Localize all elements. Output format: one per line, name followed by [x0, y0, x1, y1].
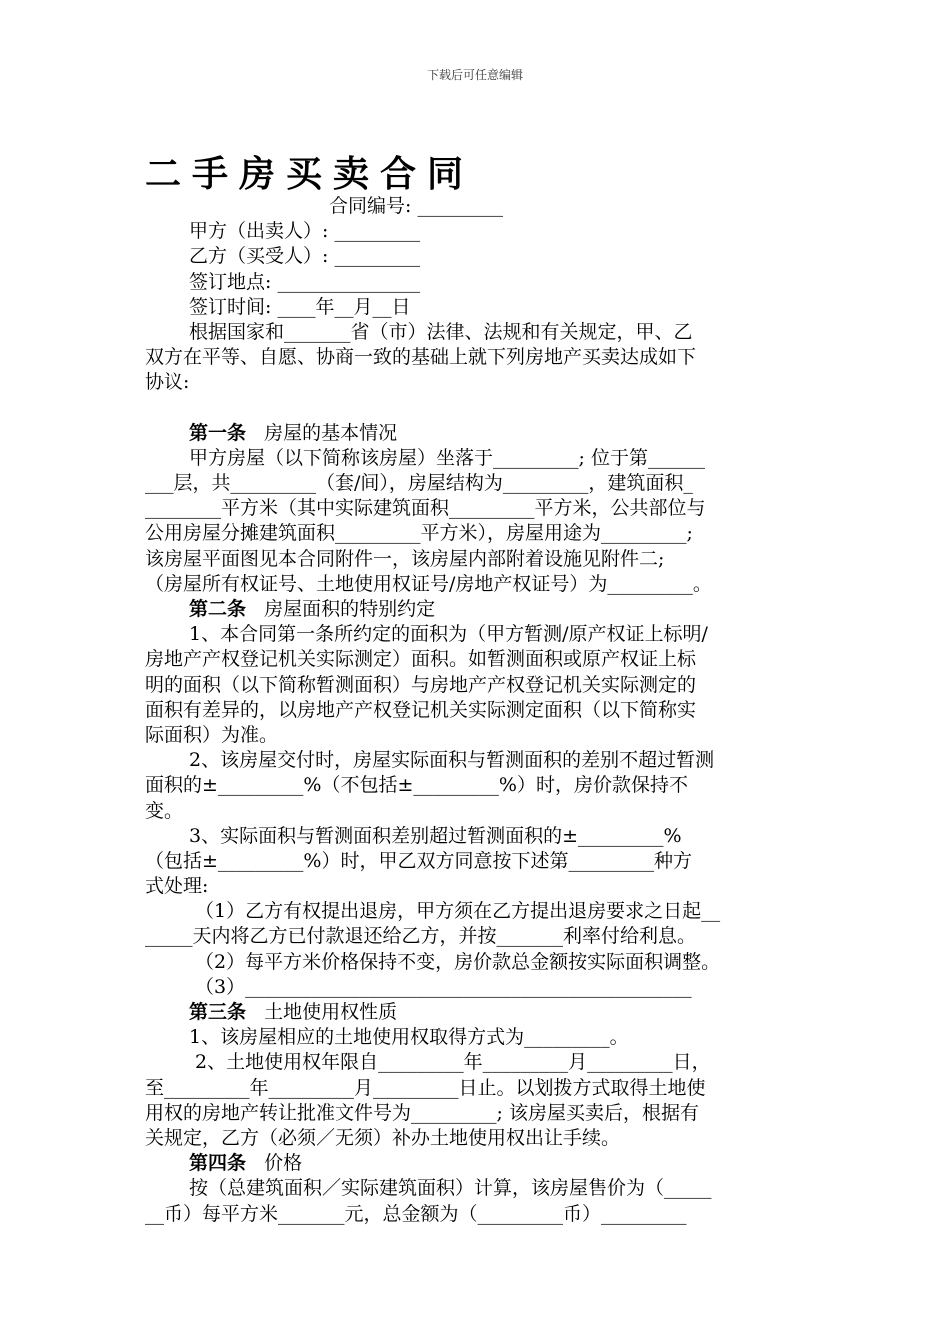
article-title: 房屋的基本情况	[264, 421, 398, 444]
document-body	[145, 194, 811, 1227]
article-2-p3-line: （包括±_________%）时，甲乙双方同意按下述第_________种方	[145, 849, 692, 872]
spacer	[145, 396, 811, 421]
article-number: 第三条	[189, 1001, 247, 1023]
article-title: 房屋面积的特别约定	[264, 598, 436, 620]
sign-time: 签订时间: ____年__月__日	[189, 295, 411, 318]
article-2-option-3: （3）_______________________________________________	[195, 975, 692, 998]
article-2-option-2: （2）每平方米价格保持不变，房价款总金额按实际面积调整。	[195, 950, 721, 973]
article-3-p2-line: 用权的房地产转让批准文件号为_________; 该房屋买卖后，根据有	[145, 1101, 699, 1124]
article-1-line: ___层，共_________（套/间），房屋结构为_________，建筑面积_	[145, 472, 693, 495]
article-2-p2-line: 面积的±_________%（不包括±_________%）时，房价款保持不	[145, 774, 688, 797]
article-2-p3-line: 3、实际面积与暂测面积差别超过暂测面积的±_________%	[189, 824, 682, 847]
article-2-p3-line: 式处理:	[145, 875, 209, 898]
article-2-p1-line: 面积有差异的，以房地产产权登记机关实际测定面积（以下简称实	[145, 698, 697, 721]
article-1-line: 该房屋平面图见本合同附件一，该房屋内部附着设施见附件二;	[145, 547, 665, 570]
page-header-note: 下载后可任意编辑	[426, 68, 523, 82]
party-a: 甲方（出卖人）: _________	[189, 220, 420, 243]
article-title: 土地使用权性质	[264, 1001, 398, 1023]
article-3-p2-line: 2、土地使用权年限自_________年_________月_________日，	[195, 1051, 711, 1074]
article-4-heading	[145, 1151, 811, 1176]
article-2-option-1-line: （1）乙方有权提出退房，甲方须在乙方提出退房要求之日起__	[195, 900, 721, 923]
article-number: 第四条	[189, 1152, 247, 1175]
article-3-p1: 1、该房屋相应的土地使用权取得方式为_________。	[189, 1026, 629, 1049]
article-number: 第二条	[189, 598, 247, 620]
article-3-p2-line: 关规定，乙方（必须／无须）补办土地使用权出让手续。	[145, 1126, 621, 1149]
party-b: 乙方（买受人）: _________	[189, 245, 420, 268]
sign-place: 签订地点: _______________	[189, 270, 420, 293]
intro-line: 根据国家和_______省（市）法律、法规和有关规定，甲、乙	[189, 320, 693, 343]
article-1-line: 公用房屋分摊建筑面积_________平方米），房屋用途为_________;	[145, 522, 693, 545]
article-4-line: 按（总建筑面积／实际建筑面积）计算，该房屋售价为（_____	[189, 1177, 712, 1200]
article-2-p2-line: 2、该房屋交付时，房屋实际面积与暂测面积的差别不超过暂测	[189, 749, 715, 772]
intro-line: 协议:	[145, 371, 190, 394]
article-2-p1-line: 房地产产权登记机关实际测定）面积。如暂测面积或原产权证上标	[145, 648, 697, 671]
article-3-p2-line: 至_________年_________月_________日止。以划拨方式取得土地使	[145, 1076, 706, 1099]
contract-number: 合同编号: _________	[329, 195, 503, 217]
article-title: 价格	[264, 1152, 303, 1175]
article-3-heading	[145, 1000, 811, 1025]
article-2-p1-line: 际面积）为准。	[145, 723, 279, 746]
article-2-p1-line: 1、本合同第一条所约定的面积为（甲方暂测/原产权证上标明/	[189, 623, 708, 646]
article-2-p2-line: 变。	[145, 799, 184, 822]
article-2-p1-line: 明的面积（以下简称暂测面积）与房地产产权登记机关实际测定的	[145, 673, 697, 696]
article-2-option-1-line: _____天内将乙方已付款退还给乙方，并按_______利率付给利息。	[145, 925, 697, 948]
intro-line: 双方在平等、自愿、协商一致的基础上就下列房地产买卖达成如下	[145, 346, 697, 369]
article-1-heading	[145, 421, 811, 446]
article-1-line: ________平方米（其中实际建筑面积_________平方米，公共部位与	[145, 497, 706, 520]
article-1-line: 甲方房屋（以下简称该房屋）坐落于_________; 位于第______	[189, 446, 705, 469]
article-2-heading	[145, 597, 811, 622]
document-title: 二手房买卖合同	[145, 154, 475, 195]
article-number: 第一条	[189, 421, 247, 444]
article-1-line: （房屋所有权证号、土地使用权证号/房地产权证号）为_________。	[145, 572, 712, 595]
article-4-line: __币）每平方米_______元，总金额为（_________币）_________	[145, 1202, 687, 1225]
